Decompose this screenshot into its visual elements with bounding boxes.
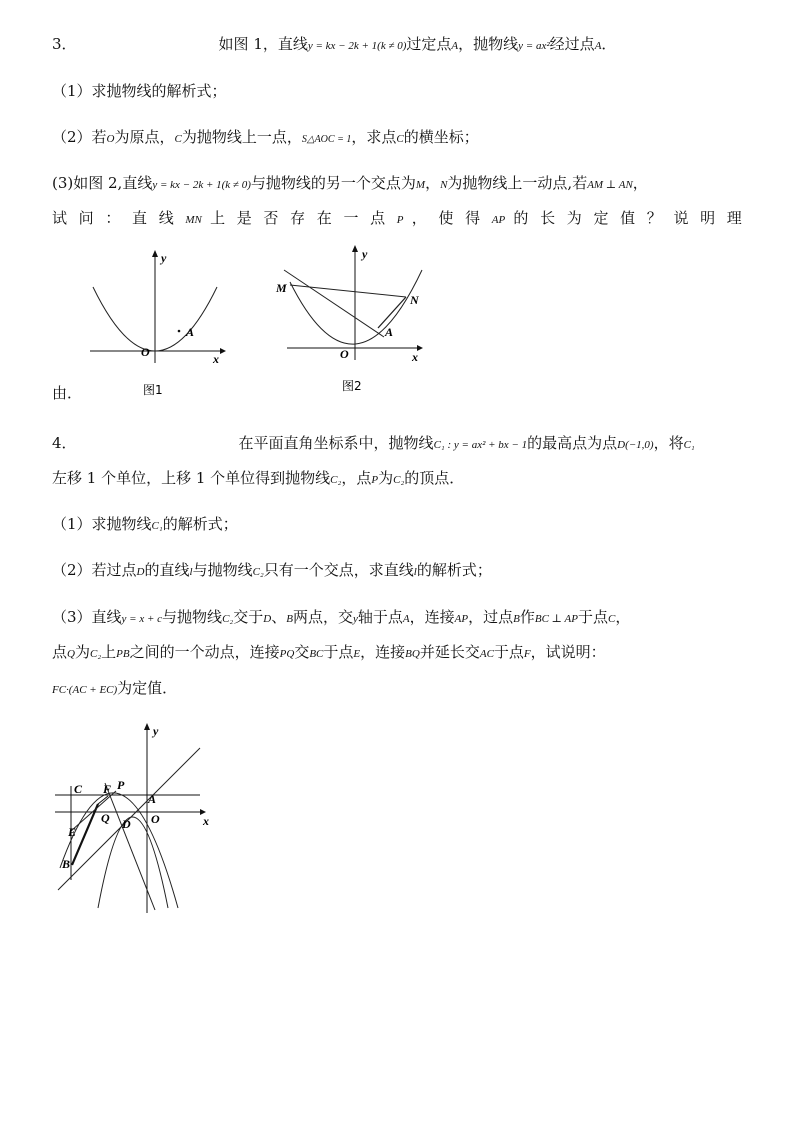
q3-part1: （1）求抛物线的解析式；	[52, 82, 227, 100]
fig1-point-a	[178, 330, 181, 333]
q3-figure-2	[272, 240, 437, 398]
q4-y-label: y	[153, 724, 159, 738]
fig2-m-label: M	[276, 281, 287, 295]
q4-part3: （3）直线y = x + c与抛物线C₂交于D、B两点，交y轴于点A，连接AP，过点B作BC ⊥ AP于点C，	[52, 608, 631, 626]
fig2-x-label: x	[412, 350, 418, 364]
fig2-origin-label: O	[340, 347, 349, 361]
q3-part3-end: 由．	[52, 384, 83, 402]
fig2-a-label: A	[385, 325, 394, 339]
q4-e-label: E	[68, 825, 77, 839]
fig2-line-mn-extended	[284, 270, 384, 337]
q4-figure	[50, 718, 220, 918]
fig2-caption: 图2	[342, 379, 362, 393]
q4-part3-line2: 点Q为C₂上PB之间的一个动点，连接PQ交BC于点E，连接BQ并延长交AC于点F，试说明：	[52, 643, 606, 661]
q4-a-label: A	[148, 792, 157, 806]
q4-y-arrow-icon	[144, 723, 150, 730]
q4-intro: 4． 在平面直角坐标系中，抛物线C₁ : y = ax² + bx − 1的最高点为点D(−1,0)，将C₁	[52, 434, 695, 452]
q4-part2: （2）若过点D的直线l与抛物线C₂只有一个交点，求直线l的解析式；	[52, 561, 492, 579]
fig1-origin-label: O	[141, 345, 150, 359]
fig1-x-label: x	[213, 352, 219, 366]
fig2-n-label: N	[410, 293, 419, 307]
q4-f-label: F	[103, 782, 112, 796]
q4-origin-label: O	[151, 812, 160, 826]
fig1-x-arrow-icon	[220, 348, 226, 354]
fig1-y-arrow-icon	[152, 250, 158, 257]
q4-intro-line2: 左移 1 个单位，上移 1 个单位得到抛物线C₂，点P为C₂的顶点．	[52, 469, 465, 487]
q3-number: 3．	[52, 35, 77, 53]
q4-q-label: Q	[101, 811, 110, 825]
q3-part3-line2: 试 问 ： 直 线 MN 上 是 否 存 在 一 点 P ， 使 得 AP 的 长 为 定 值 ？ 说 明 理	[52, 209, 742, 227]
fig1-caption: 图1	[143, 383, 163, 397]
q4-number: 4．	[52, 434, 77, 452]
fig2-y-label: y	[362, 247, 368, 261]
fig1-a-label: A	[186, 325, 195, 339]
q4-p-label: P	[117, 778, 125, 792]
q4-parabola-c1	[98, 817, 168, 908]
fig2-segment-mn	[290, 285, 406, 297]
fig2-segment-an	[378, 297, 406, 328]
q3-figure-1	[85, 245, 235, 400]
q4-x-label: x	[203, 814, 209, 828]
fig2-y-arrow-icon	[352, 245, 358, 252]
q4-c-label: C	[74, 782, 83, 796]
q3-part3: (3)如图 2,直线y = kx − 2k + 1(k ≠ 0)与抛物线的另一个交点为M，N为抛物线上一动点,若AM ⊥ AN，	[52, 174, 648, 192]
fig1-y-label: y	[161, 251, 167, 265]
q4-b-label: B	[62, 857, 71, 871]
fig2-parabola	[290, 270, 422, 344]
q3-intro: 3． 如图 1，直线y = kx − 2k + 1(k ≠ 0)过定点A，抛物线y = ax²经过点A．	[52, 35, 617, 53]
q3-part2: （2）若O为原点，C为抛物线上一点，S△AOC = 1，求点C的横坐标；	[52, 128, 479, 146]
q4-part1: （1）求抛物线C₁的解析式；	[52, 515, 238, 533]
q4-d-label: D	[122, 817, 131, 831]
q4-part3-line3: FC·(AC + EC)为定值．	[52, 679, 178, 697]
